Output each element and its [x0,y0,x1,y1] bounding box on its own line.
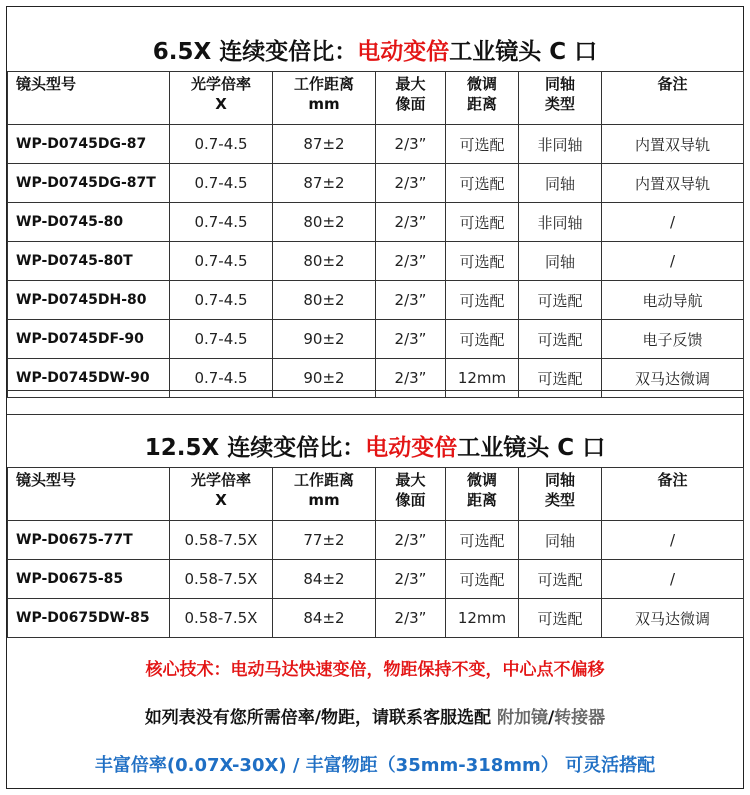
table-cell: 可选配 [446,560,519,599]
table-cell: 12mm [446,359,519,398]
table-cell: 同轴 [519,521,602,560]
model-cell: WP-D0675-77T [8,521,170,560]
table-cell: 77±2 [273,521,376,560]
column-header: 光学倍率 X [170,72,273,125]
table-cell: 可选配 [446,320,519,359]
table-cell: 87±2 [273,125,376,164]
section1-title: 6.5X 连续变倍比：电动变倍工业镜头 C 口 [152,39,598,65]
table-cell: 80±2 [273,203,376,242]
table-cell: 可选配 [519,359,602,398]
table-cell: 同轴 [519,164,602,203]
table-cell: 2/3” [376,599,446,638]
column-header: 工作距离 mm [273,468,376,521]
range-line: 丰富倍率(0.07X-30X) / 丰富物距（35mm-318mm） 可灵活搭配 [94,755,656,776]
column-header: 微调 距离 [446,468,519,521]
table-cell: 电子反馈 [602,320,744,359]
table-row [8,521,744,560]
table-cell: 2/3” [376,242,446,281]
column-header: 光学倍率 X [170,468,273,521]
section2-title-highlight: 电动变倍 [365,435,458,461]
model-cell: WP-D0745-80 [8,203,170,242]
table-cell: 2/3” [376,560,446,599]
table-cell: 可选配 [446,242,519,281]
column-header: 微调 距离 [446,72,519,125]
table-cell: 0.7-4.5 [170,242,273,281]
table-row [8,599,744,638]
section1-title-highlight: 电动变倍 [357,39,450,65]
table-row [8,560,744,599]
table-cell: 0.7-4.5 [170,125,273,164]
model-cell: WP-D0745DF-90 [8,320,170,359]
table-cell: 可选配 [446,164,519,203]
model-cell: WP-D0745DW-90 [8,359,170,398]
column-header: 工作距离 mm [273,72,376,125]
table-cell: 90±2 [273,320,376,359]
table-row [8,281,744,320]
table-cell: 非同轴 [519,203,602,242]
spec-table-6-5x [7,71,744,398]
model-cell: WP-D0675DW-85 [8,599,170,638]
table-cell: 可选配 [519,320,602,359]
table-cell: 0.58-7.5X [170,560,273,599]
table-cell: 2/3” [376,125,446,164]
contact-line: 如列表没有您所需倍率/物距，请联系客服选配 附加镜/转接器 [144,708,606,728]
column-header: 同轴 类型 [519,468,602,521]
table-header-row [8,72,744,125]
model-cell: WP-D0745DG-87T [8,164,170,203]
table-cell: 可选配 [446,521,519,560]
table-cell: 2/3” [376,203,446,242]
model-cell: WP-D0745DH-80 [8,281,170,320]
section2-title: 12.5X 连续变倍比：电动变倍工业镜头 C 口 [144,435,606,461]
table-cell: 可选配 [519,560,602,599]
spec-sheet [6,6,744,789]
table-cell: 80±2 [273,242,376,281]
column-header: 同轴 类型 [519,72,602,125]
column-header: 备注 [602,72,744,125]
table-cell: 同轴 [519,242,602,281]
table-cell: / [602,521,744,560]
table-cell: 内置双导轨 [602,125,744,164]
table-cell: 2/3” [376,164,446,203]
table-cell: 可选配 [446,125,519,164]
table-cell: 2/3” [376,281,446,320]
table-cell: 87±2 [273,164,376,203]
table-cell: 84±2 [273,560,376,599]
table-cell: / [602,242,744,281]
table-header-row [8,468,744,521]
core-tech-line: 核心技术：电动马达快速变倍，物距保持不变，中心点不偏移 [145,660,605,680]
table-cell: 双马达微调 [602,359,744,398]
table-cell: 2/3” [376,320,446,359]
column-header: 备注 [602,468,744,521]
table-row [8,203,744,242]
table-cell: 0.58-7.5X [170,599,273,638]
table-cell: 可选配 [446,281,519,320]
table-cell: 0.58-7.5X [170,521,273,560]
table-cell: 内置双导轨 [602,164,744,203]
table-cell: 非同轴 [519,125,602,164]
column-header: 最大 像面 [376,72,446,125]
table-cell: 2/3” [376,359,446,398]
table-cell: 84±2 [273,599,376,638]
table-cell: 电动导航 [602,281,744,320]
column-header: 最大 像面 [376,468,446,521]
spec-table-12-5x [7,467,744,638]
table-cell: 双马达微调 [602,599,744,638]
table-cell: 0.7-4.5 [170,281,273,320]
table-cell: 80±2 [273,281,376,320]
model-cell: WP-D0675-85 [8,560,170,599]
table-cell: / [602,203,744,242]
table-cell: 可选配 [519,281,602,320]
table-row [8,242,744,281]
table-row [8,164,744,203]
table-cell: 12mm [446,599,519,638]
table-cell: 2/3” [376,521,446,560]
model-cell: WP-D0745DG-87 [8,125,170,164]
table-cell: 0.7-4.5 [170,320,273,359]
table-cell: 可选配 [519,599,602,638]
column-header: 镜头型号 [8,72,170,125]
table-cell: 90±2 [273,359,376,398]
model-cell: WP-D0745-80T [8,242,170,281]
table-cell: 0.7-4.5 [170,203,273,242]
table-row [8,320,744,359]
table-cell: 可选配 [446,203,519,242]
table-row [8,125,744,164]
column-header: 镜头型号 [8,468,170,521]
section-divider [7,390,743,415]
table-cell: 0.7-4.5 [170,164,273,203]
table-cell: / [602,560,744,599]
table-cell: 0.7-4.5 [170,359,273,398]
